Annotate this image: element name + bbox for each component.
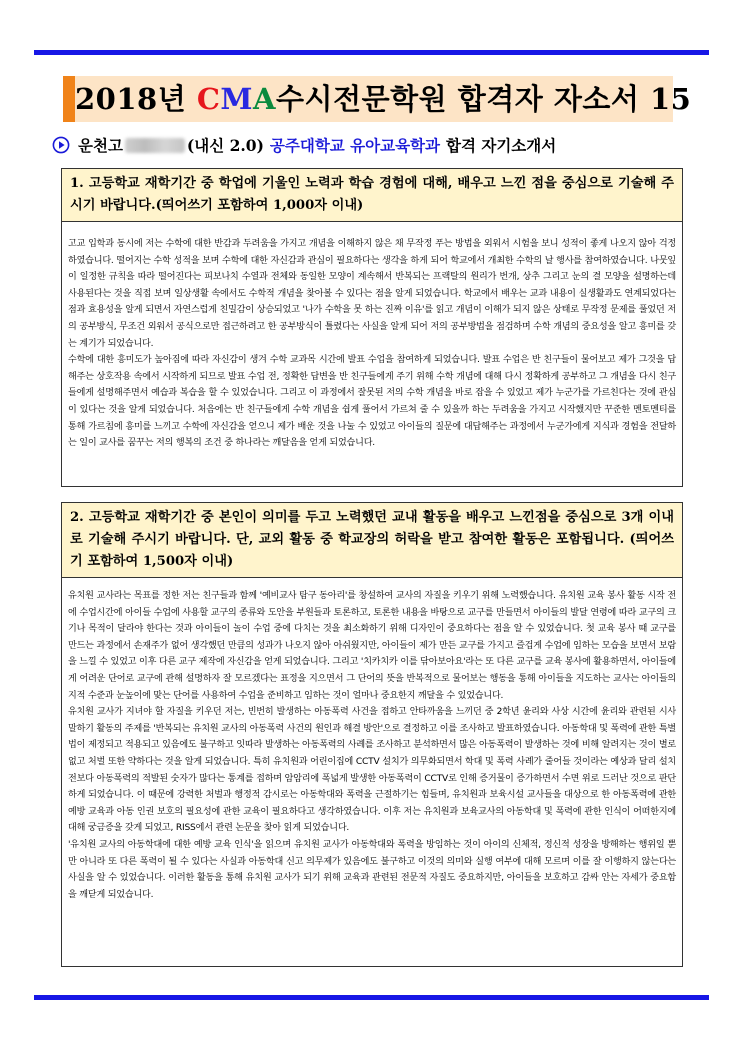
question-2: 2. 고등학교 재학기간 중 본인이 의미를 두고 노력했던 교내 활동을 배우고 느낀점을 중심으로 3개 이내로 기술해 주시기 바랍니다. 단, 교외 활동 중 학교장의 허락을 받고 참여한 활동은 포함됩니다. (띄어쓰기 포함하여 1,500자 이내) [62,503,682,578]
answer-2 [62,578,682,909]
subheader [52,134,556,156]
page-title [75,76,692,122]
title-letter-c: C [196,82,221,116]
essay-section-2 [61,502,683,967]
title-letter-a: A [253,82,277,116]
answer-paragraph: 수학에 대한 흥미도가 높아짐에 따라 자신감이 생겨 수학 교과목 시간에 발표 수업을 참여하게 되었습니다. 발표 수업은 반 친구들이 물어보고 제가 그것을 답해주는 상호작용 속에서 시작하게 되므로 발표 수업 전, 정확한 답변을 반 친구들에게 주기 위해 수학 개념에 대해 다시 정확하게 공부하고 그 개념을 다시 친구들에게 설명해주면서 예습과 복습을 할 수 있었습니다. 그리고 이 과정에서 잘못된 저의 수학 개념을 바로 잡을 수 있었고 제가 누군가를 가르친다는 것에 관심이 있다는 것을 알게 되었습니다. 처음에는 반 친구들에게 수학 개념을 쉽게 풀어서 가르쳐 줄 수 있을까 하는 두려움을 가지고 시작했지만 꾸준한 멘토멘티를 통해 가르침에 흥미를 느끼고 수학에 자신감을 얻으니 제가 배운 것을 나눌 수 있었고 아이들의 질문에 대답해주는 과정에서 누군가에게 지식과 경험을 전달하는 일이 교사를 꿈꾸는 저의 행복의 조건 중 하나라는 깨달음을 얻게 되었습니다. [68,355,676,449]
answer-paragraph: 유치원 교사가 지녀야 할 자질을 키우던 저는, 빈번히 발생하는 아동폭력 사건을 접하고 안타까움을 느끼던 중 2학년 윤리와 사상 시간에 윤리와 관련된 시사 말하기 활동의 주제를 '반복되는 유치원 교사의 아동폭력 사건의 원인과 해결 방안'으로 결정하고 이를 조사하고 발표하였습니다. 아동학대 및 폭력에 관한 특별법이 제정되고 적용되고 있음에도 불구하고 잇따라 발생하는 아동폭력의 사례를 조사하고 분석하면서 많은 아동폭력이 발생하는 것에 비해 알려지는 것이 별로 없고 처벌 또한 약하다는 것을 알게 되었습니다. 특히 유치원과 어린이집에 CCTV 설치가 의무화되면서 학대 및 폭력 사례가 줄어들 것이라는 예상과 달리 설치 전보다 아동폭력의 적발된 숫자가 많다는 통계를 접하며 암암리에 폭넓게 발생한 아동폭력이 CCTV로 인해 증거물이 증가하면서 수면 위로 드러난 것으로 판단하게 되었습니다. 이 때문에 강력한 처벌과 행정적 감시로는 아동학대와 폭력을 근절하기는 힘들며, 유치원과 보육시설 교사들을 대상으로 한 아동폭력에 관한 예방 교육과 아동 인권 보호의 필요성에 관한 교육이 필요하다고 생각하였습니다. 이후 저는 유치원과 보육교사의 아동학대 및 폭력에 관한 인식이 어떠한지에 대해 궁금증을 갖게 되었고, RISS에서 관련 논문을 찾아 읽게 되었습니다. [68,707,676,834]
bottom-rule [34,995,709,1000]
question-1: 1. 고등학교 재학기간 중 학업에 기울인 노력과 학습 경험에 대해, 배우고 느낀 점을 중심으로 기술해 주시기 바랍니다.(띄어쓰기 포함하여 1,000자 이내) [62,169,682,222]
answer-paragraph: 유치원 교사라는 목표를 정한 저는 친구들과 함께 '예비교사 탐구 동아리'를 창설하여 교사의 자질을 키우기 위해 노력했습니다. 유치원 교육 봉사 활동 시작 전에 수업시간에 아이들 수업에 사용할 교구의 종류와 도안을 부원들과 토론하고, 토론한 내용을 바탕으로 교구를 만들면서 아이들의 발달 연령에 따라 교구의 크기나 목적이 달라야 한다는 것과 아이들이 놀이 수업 중에 다치는 것을 최소화하기 위해 디자인이 중요하다는 점을 알 수 있었습니다. 첫 교육 봉사 때 교구를 만드는 과정에서 손재주가 없어 생각했던 만큼의 성과가 나오지 않아 아쉬웠지만, 아이들이 제가 만든 교구를 가지고 즐겁게 수업에 임하는 모습을 보면서 보람을 느낄 수 있었고 이후 다른 교구 제작에 자신감을 얻게 되었습니다. 그리고 '치카치카 이를 닦아보아요'라는 또 다른 교구를 교육 봉사에 활용하면서, 아이들에게 어려운 단어로 교구에 관해 설명하자 잘 모르겠다는 표정을 지으면서 그 단어의 뜻을 반복적으로 물어보는 행동을 통해 아이들을 지도하는 교사는 아이들의 지적 수준과 눈높이에 맞는 단어를 사용하여 수업을 준비하고 임하는 것이 얼마나 중요한지 깨달을 수 있었습니다. [68,591,676,701]
title-letter-m: M [220,82,254,116]
redacted-name [125,138,185,153]
essay-section-1 [61,168,683,487]
answer-1 [62,222,682,458]
school-name: 운천고 [78,136,123,155]
result-label: 합격 자기소개서 [446,136,557,155]
answer-paragraph: 고교 입학과 동시에 저는 수학에 대한 반감과 두려움을 가지고 개념을 이해하지 않은 채 무작정 푸는 방법을 외워서 시험을 보니 성적이 좋게 나오지 않아 걱정하였습니다. 떨어지는 수학 성적을 보며 수학에 대한 자신감과 관심이 필요하다는 생각을 하게 되어 학교에서 개최한 수학의 날 행사를 참여하였습니다. 나뭇잎이 일정한 규칙을 따라 떨어진다는 피보나치 수열과 전체와 동일한 모양이 계속해서 반복되는 프랙탈의 원리가 번개, 상추 그리고 눈의 결 모양을 설명하는데 사용된다는 것을 직접 보며 일상생활 속에서도 수학적 개념을 찾아볼 수 있다는 점을 알게 되었습니다. 학교에서 배우는 교과 내용이 실생활과도 연계되었다는 점과 효용성을 알게 되면서 자연스럽게 친밀감이 상승되었고 '나가 수학을 못 하는 진짜 이유'를 읽고 개념이 이해가 되지 않은 상태로 무작정 문제를 풀었던 저의 공부방식, 무조건 외워서 공식으로만 접근하려고 한 공부방식이 틀렸다는 사실을 알게 되어 저의 공부방법을 점검하며 수학 개념의 중요성을 알고 흥미를 갖는 계기가 되었습니다. [68,239,676,349]
university-major: 공주대학교 유아교육학과 [269,136,441,155]
title-suffix: 수시전문학원 합격자 자소서 15 [276,82,692,116]
answer-paragraph: '유치원 교사의 아동학대에 대한 예방 교육 인식'을 읽으며 유치원 교사가 아동학대와 폭력을 방임하는 것이 아이의 신체적, 정신적 성장을 방해하는 행위일 뿐만 아니라 또 다른 폭력이 될 수 있다는 사실과 아동학대 신고 의무제가 있음에도 불구하고 이것의 의미와 실행 여부에 대해 모르며 이를 잘 이행하지 않는다는 사실을 알 수 있었습니다. 이러한 활동을 통해 유치원 교사가 되기 위해 교육과 관련된 전문적 자질도 중요하지만, 아이들을 보호하고 감싸 안는 자세가 중요함을 깨닫게 되었습니다. [68,839,676,900]
title-year: 2018년 [75,82,197,116]
top-rule [34,50,709,55]
title-banner [63,76,692,122]
play-circle-icon [52,136,70,154]
grade: (내신 2.0) [186,136,264,155]
